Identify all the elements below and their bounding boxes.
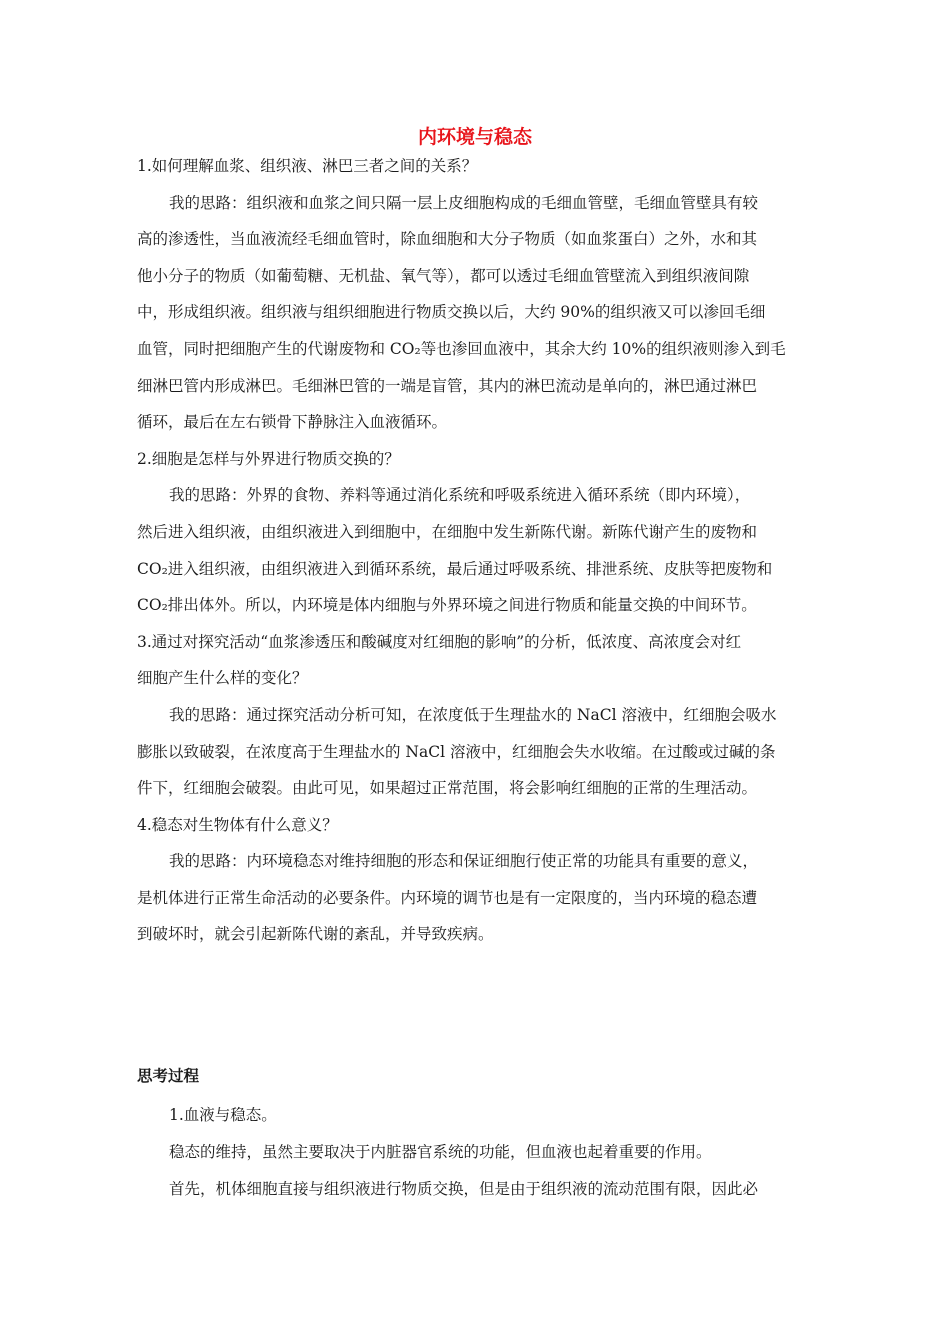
question-3-cont: 细胞产生什么样的变化？ [137, 669, 308, 688]
answer-2-line-1: 我的思路：外界的食物、养料等通过消化系统和呼吸系统进入循环系统（即内环境）， [169, 486, 751, 505]
question-2: 2.细胞是怎样与外界进行物质交换的？ [137, 449, 400, 468]
answer-2-line-3: CO₂进入组织液，由组织液进入到循环系统，最后通过呼吸系统、排泄系统、皮肤等把废物和 [137, 559, 773, 578]
question-1: 1.如何理解血浆、组织液、淋巴三者之间的关系？ [137, 157, 478, 175]
answer-1-line-4: 中，形成组织液。组织液与组织细胞进行物质交换以后，大约 90%的组织液又可以渗回毛细 [137, 303, 766, 322]
section-line-2: 稳态的维持，虽然主要取决于内脏器官系统的功能，但血液也起着重要的作用。 [169, 1143, 712, 1161]
answer-3-line-1: 我的思路：通过探究活动分析可知，在浓度低于生理盐水的 NaCl 溶液中，红细胞会吸水 [169, 705, 777, 724]
answer-3-line-3: 件下，红细胞会破裂。由此可见，如果超过正常范围，将会影响红细胞的正常的生理活动。 [137, 779, 758, 798]
section-heading: 思考过程 [137, 1067, 200, 1085]
answer-2-line-4: CO₂排出体外。所以，内环境是体内细胞与外界环境之间进行物质和能量交换的中间环节。 [137, 596, 757, 615]
answer-1-line-3: 他小分子的物质（如葡萄糖、无机盐、氧气等），都可以透过毛细血管壁流入到组织液间隙 [137, 266, 750, 285]
question-3: 3.通过对探究活动“血浆渗透压和酸碱度对红细胞的影响”的分析，低浓度、高浓度会对红 [137, 632, 742, 651]
answer-1-line-1: 我的思路：组织液和血浆之间只隔一层上皮细胞构成的毛细血管壁，毛细血管壁具有较 [169, 193, 759, 212]
section-content [137, 1097, 815, 1208]
answer-4-line-3: 到破坏时，就会引起新陈代谢的紊乱，并导致疾病。 [137, 925, 494, 944]
section-line-1: 1.血液与稳态。 [169, 1106, 277, 1124]
answer-4-line-2: 是机体进行正常生命活动的必要条件。内环境的调节也是有一定限度的，当内环境的稳态遭 [137, 888, 758, 907]
answer-4-line-1: 我的思路：内环境稳态对维持细胞的形态和保证细胞行使正常的功能具有重要的意义， [169, 852, 759, 871]
answer-1-line-6: 细淋巴管内形成淋巴。毛细淋巴管的一端是盲管，其内的淋巴流动是单向的，淋巴通过淋巴 [137, 376, 758, 395]
answer-1-line-2: 高的渗透性，当血液流经毛细血管时，除血细胞和大分子物质（如血浆蛋白）之外，水和其 [137, 230, 758, 249]
answer-1-line-7: 循环，最后在左右锁骨下静脉注入血液循环。 [137, 413, 448, 432]
document-title: 内环境与稳态 [417, 126, 532, 148]
answer-2-line-2: 然后进入组织液，由组织液进入到细胞中，在细胞中发生新陈代谢。新陈代谢产生的废物和 [137, 522, 758, 541]
answer-1-line-5: 血管，同时把细胞产生的代谢废物和 CO₂等也渗回血液中，其余大约 10%的组织液则渗入到毛 [137, 339, 786, 358]
qa-content [137, 148, 815, 953]
section-line-3: 首先，机体细胞直接与组织液进行物质交换，但是由于组织液的流动范围有限，因此必 [169, 1180, 759, 1198]
question-4: 4.稳态对生物体有什么意义？ [137, 815, 338, 834]
answer-3-line-2: 膨胀以致破裂，在浓度高于生理盐水的 NaCl 溶液中，红细胞会失水收缩。在过酸或过碱的条 [137, 742, 776, 761]
